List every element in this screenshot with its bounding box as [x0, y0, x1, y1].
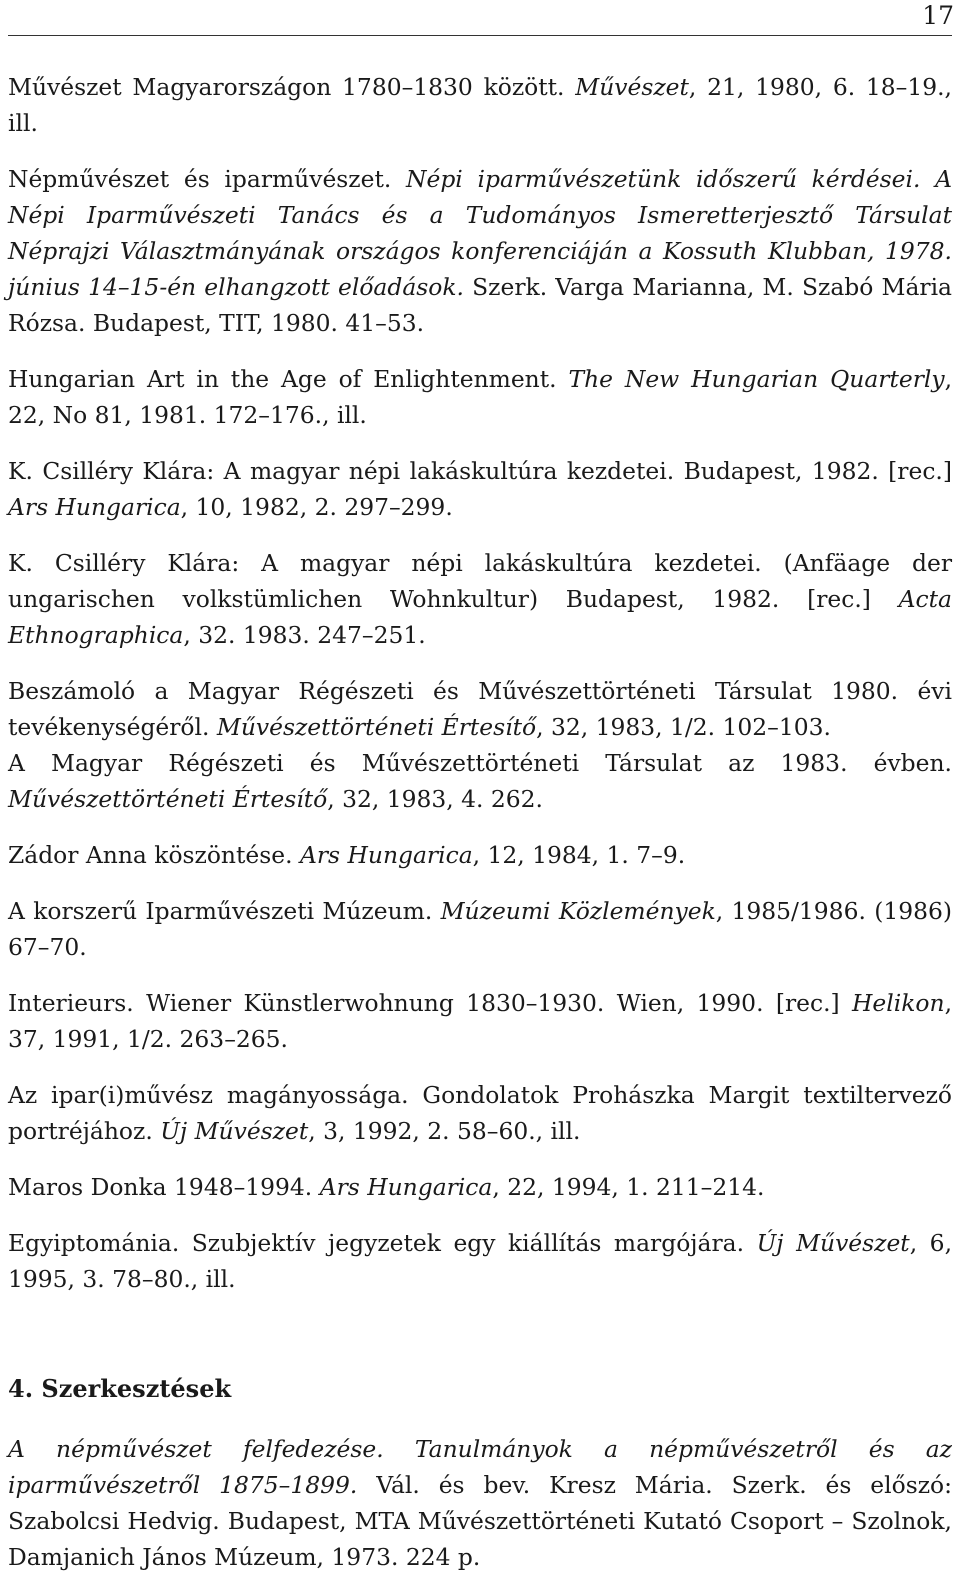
- entry-text: Vál. és bev. Kresz Mária. Szerk. és előszó: Szabolcsi Hedvig. Budapest, MTA Művészettörténeti Kutató Csoport – Szolnok, Damjanich János Múzeum, 1973. 224 p.: [8, 1471, 952, 1571]
- entry-title-italic: Ars Hungarica: [319, 1173, 493, 1201]
- entry-text: , 32, 1983, 1/2. 102–103.: [536, 713, 831, 741]
- entry-text: Beszámoló a Magyar Régészeti és Művészettörténeti Társulat 1980. évi tevékenységéről.: [8, 677, 952, 741]
- entry-text: , 3, 1992, 2. 58–60., ill.: [308, 1117, 581, 1145]
- entry-title-italic: A népművészet felfedezése. Tanulmányok a népművészetről és az iparművészetről 1875–1899.: [8, 1435, 952, 1499]
- entry-title-italic: Új Művészet: [756, 1229, 910, 1257]
- entry-title-italic: Népi iparművészetünk időszerű kérdései. A Népi Iparművészeti Tanács és a Tudományos Ismeretterjesztő Társulat Néprajzi Választmányának országos konferenciáján a Kossuth Klubban, 1978. június 14–15-én elhangzott előadások.: [8, 165, 952, 301]
- bibliography-entry: [8, 837, 952, 873]
- entry-text: , 37, 1991, 1/2. 263–265.: [8, 989, 952, 1053]
- bibliography-entry: [8, 1431, 952, 1575]
- entry-text: K. Csilléry Klára: A magyar népi lakáskultúra kezdetei. Budapest, 1982. [rec.]: [8, 457, 952, 485]
- entry-title-italic: Művészettörténeti Értesítő: [8, 785, 328, 813]
- entry-title-italic: Művészet: [575, 73, 689, 101]
- entry-title-italic: Ars Hungarica: [8, 493, 181, 521]
- bibliography-entry: [8, 985, 952, 1057]
- bibliography-entry: [8, 1169, 952, 1205]
- entry-text: A korszerű Iparművészeti Múzeum.: [8, 897, 441, 925]
- page-header: [0, 0, 960, 40]
- bibliography-entry: [8, 161, 952, 341]
- bibliography-entry: [8, 545, 952, 653]
- entry-title-italic: Művészettörténeti Értesítő: [216, 713, 537, 741]
- bibliography-entry: [8, 361, 952, 433]
- entry-text: , 22, 1994, 1. 211–214.: [492, 1173, 765, 1201]
- entry-text: Szerk. Varga Marianna, M. Szabó Mária Rózsa. Budapest, TIT, 1980. 41–53.: [8, 273, 952, 337]
- section-bibliography-list: [8, 1431, 952, 1575]
- page-content: [8, 69, 952, 1575]
- bibliography-entry: [8, 1225, 952, 1297]
- entry-text: Hungarian Art in the Age of Enlightenment.: [8, 365, 569, 393]
- entry-text: , 32, 1983, 4. 262.: [327, 785, 543, 813]
- entry-text: , 12, 1984, 1. 7–9.: [472, 841, 686, 869]
- entry-text: Egyiptománia. Szubjektív jegyzetek egy kiállítás margójára.: [8, 1229, 757, 1257]
- entry-text: Interieurs. Wiener Künstlerwohnung 1830–1930. Wien, 1990. [rec.]: [8, 989, 853, 1017]
- entry-text: , 1985/1986. (1986) 67–70.: [8, 897, 952, 961]
- bibliography-entry: [8, 673, 952, 745]
- entry-text: Népművészet és iparművészet.: [8, 165, 407, 193]
- entry-title-italic: Múzeumi Közlemények: [440, 897, 716, 925]
- entry-title-italic: Új Művészet: [160, 1117, 309, 1145]
- entry-text: , 21, 1980, 6. 18–19., ill.: [8, 73, 952, 137]
- page-number: 17: [922, 1, 954, 30]
- bibliography-entry: [8, 1077, 952, 1149]
- entry-text: Zádor Anna köszöntése.: [8, 841, 300, 869]
- bibliography-entry: [8, 453, 952, 525]
- entry-text: Művészet Magyarországon 1780–1830 között.: [8, 73, 576, 101]
- entry-text: , 10, 1982, 2. 297–299.: [180, 493, 453, 521]
- entry-text: Maros Donka 1948–1994.: [8, 1173, 320, 1201]
- entry-text: A Magyar Régészeti és Művészettörténeti Társulat az 1983. évben.: [8, 749, 952, 777]
- entry-text: , 6, 1995, 3. 78–80., ill.: [8, 1229, 952, 1293]
- entry-title-italic: The New Hungarian Quarterly: [568, 365, 945, 393]
- entry-title-italic: Acta Ethnographica: [8, 585, 952, 649]
- bibliography-entry: [8, 69, 952, 141]
- entry-title-italic: Helikon: [852, 989, 945, 1017]
- bibliography-entry: [8, 893, 952, 965]
- section-heading: 4. Szerkesztések: [8, 1374, 232, 1403]
- entry-text: , 22, No 81, 1981. 172–176., ill.: [8, 365, 953, 429]
- entry-text: , 32. 1983. 247–251.: [183, 621, 426, 649]
- entry-title-italic: Ars Hungarica: [299, 841, 473, 869]
- bibliography-entry: [8, 745, 952, 817]
- header-rule: [8, 35, 952, 36]
- entry-text: K. Csilléry Klára: A magyar népi lakáskultúra kezdetei. (Anfäage der ungarischen volkstümlichen Wohnkultur) Budapest, 1982. [rec.]: [8, 549, 952, 613]
- bibliography-list: [8, 69, 952, 1297]
- entry-text: Az ipar(i)művész magányossága. Gondolatok Prohászka Margit textiltervező portréjához.: [8, 1081, 952, 1145]
